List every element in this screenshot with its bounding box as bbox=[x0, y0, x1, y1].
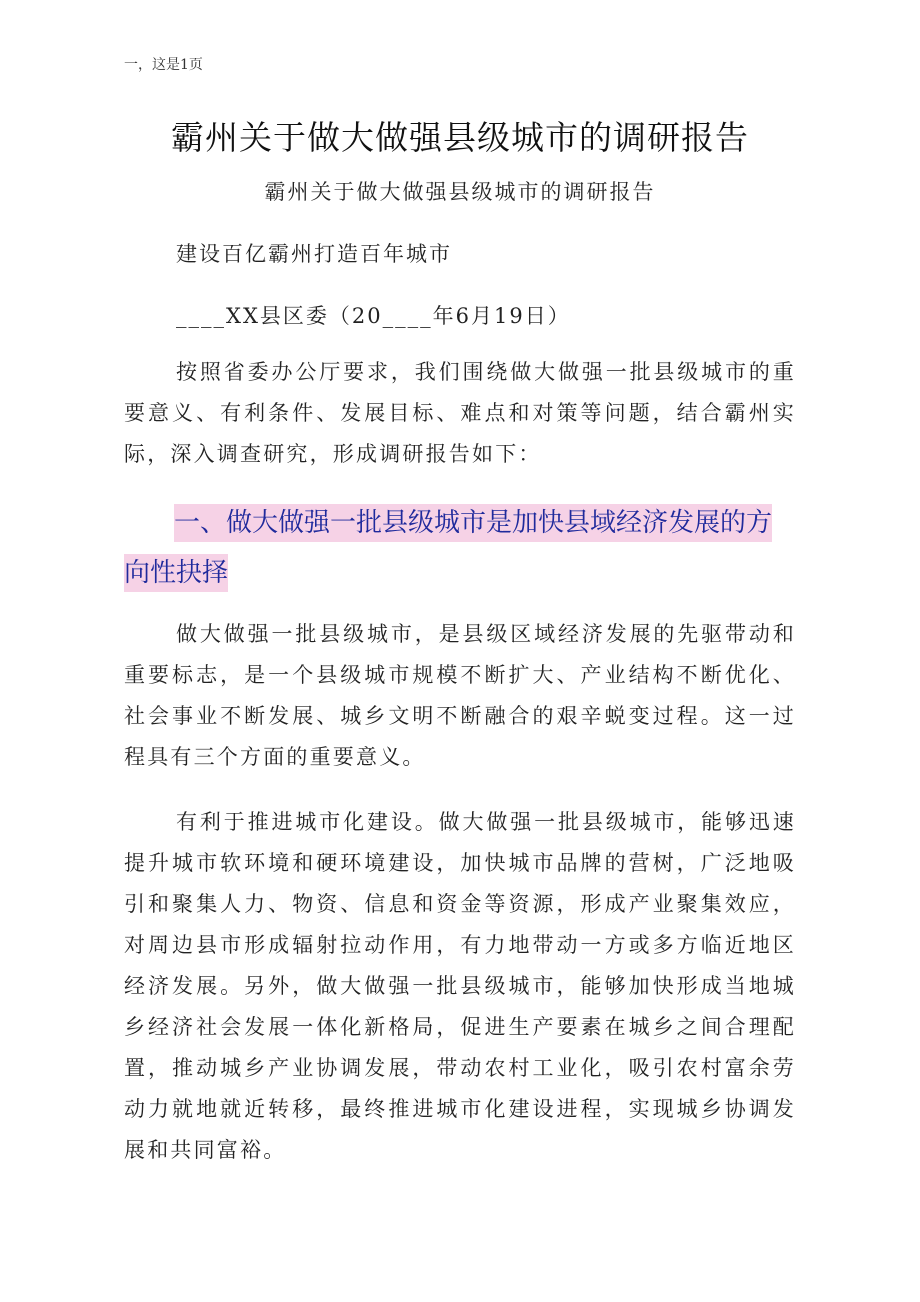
byline: ____XX县区委（20____年6月19日） bbox=[176, 304, 571, 328]
slogan-line: 建设百亿霸州打造百年城市 bbox=[176, 242, 452, 266]
section-heading-1 bbox=[124, 498, 796, 598]
document-subtitle: 霸州关于做大做强县级城市的调研报告 bbox=[264, 180, 656, 204]
page-header-note: 一，这是1页 bbox=[124, 57, 203, 73]
document-title: 霸州关于做大做强县级城市的调研报告 bbox=[171, 118, 749, 157]
section1-paragraph-2: 有利于推进城市化建设。做大做强一批县级城市，能够迅速提升城市软环境和硬环境建设，加快城市品牌的营树，广泛地吸引和聚集人力、物资、信息和资金等资源，形成产业聚集效应，对周边县市形成辐射拉动作用，有力地带动一方或多方临近地区经济发展。另外，做大做强一批县级城市，能够加快形成当地城乡经济社会发展一体化新格局，促进生产要素在城乡之间合理配置，推动城乡产业协调发展，带动农村工业化，吸引农村富余劳动力就地就近转移，最终推进城市化建设进程，实现城乡协调发展和共同富裕。 bbox=[124, 810, 796, 1162]
intro-paragraph: 按照省委办公厅要求，我们围绕做大做强一批县级城市的重要意义、有利条件、发展目标、难点和对策等问题，结合霸州实际，深入调查研究，形成调研报告如下： bbox=[124, 360, 796, 466]
section-heading-1-text: 一、做大做强一批县级城市是加快县域经济发展的方向性抉择 bbox=[124, 504, 772, 592]
section1-paragraph-1: 做大做强一批县级城市，是县级区域经济发展的先驱带动和重要标志，是一个县级城市规模不断扩大、产业结构不断优化、社会事业不断发展、城乡文明不断融合的艰辛蜕变过程。这一过程具有三个方面的重要意义。 bbox=[124, 622, 796, 769]
